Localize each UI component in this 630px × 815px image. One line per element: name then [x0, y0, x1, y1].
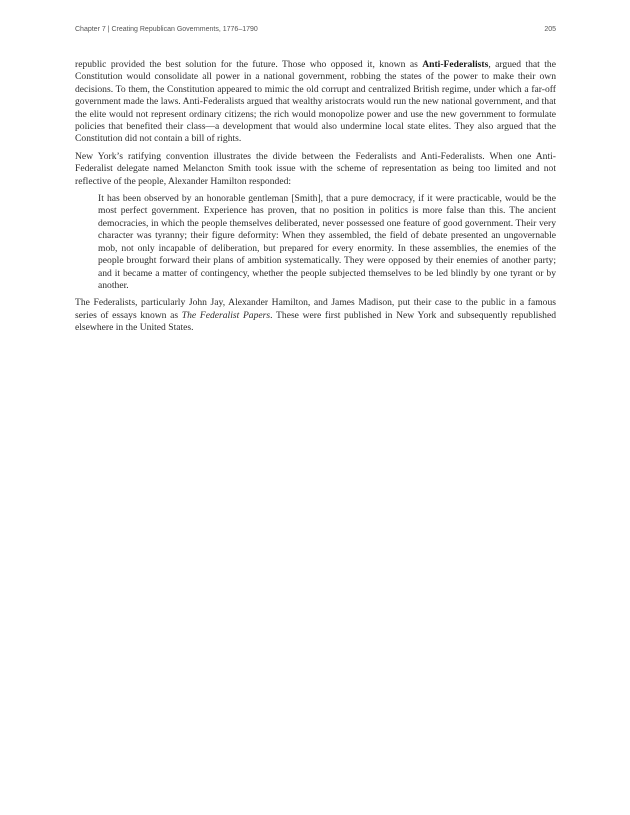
- paragraph-text: . These were first published in New York and subsequently republished elsewhere in the United States.: [75, 309, 557, 334]
- page-number: 205: [544, 26, 556, 33]
- header-separator: |: [105, 26, 112, 33]
- running-header: [75, 24, 556, 36]
- chapter-heading: [75, 24, 258, 36]
- paragraph-text: , argued that the Constitution would consolidate all power in a national government, robbing the states of the power to make their own decisions. To them, the Constitution appeared to mimic the old corrupt and centralized British regime, under which a far-off government made the laws. Anti-Federalists argued that wealthy aristocrats would run the new national government, and that the elite would not represent ordinary citizens; the rich would monopolize power and use the new government to formulate policies that benefited their class—a development that would also undermine local state elites. They also argued that the Constitution did not contain a bill of rights.: [75, 59, 556, 145]
- paragraph-federalist-papers: [75, 297, 556, 334]
- hamilton-quote: It has been observed by an honorable gentleman [Smith], that a pure democracy, if it were practicable, would be the most perfect government. Experience has proven, that no position in politics is more false than this. The ancient democracies, in which the people themselves deliberated, never possessed one feature of good government. Their very character was tyranny; their figure deformity: When they assembled, the field of debate presented an ungovernable mob, not only incapable of deliberation, but prepared for every enormity. In these assemblies, the enemies of the people brought forward their plans of ambition systematically. They were opposed by their enemies of another party; and it became a matter of contingency, whether the people subjected themselves to be led blindly by one tyrant or by another.: [98, 193, 556, 291]
- paragraph-new-york-convention: New York’s ratifying convention illustrates the divide between the Federalists and Anti-Federalists. When one Anti-Federalist delegate named Melancton Smith took issue with the scheme of representation as being too limited and not reflective of the people, Alexander Hamilton responded:: [75, 150, 556, 187]
- chapter-number: Chapter 7: [75, 26, 106, 33]
- paragraph-anti-federalists: [75, 59, 556, 146]
- book-title: The Federalist Papers: [181, 309, 271, 321]
- main-text: [75, 59, 556, 340]
- key-term: Anti-Federalists: [422, 59, 489, 70]
- paragraph-text: The Federalists, particularly John Jay, Alexander Hamilton, and James Madison, put their case to the public in a famous series of essays known as: [75, 297, 556, 321]
- paragraph-text: republic provided the best solution for the future. Those who opposed it, known as: [75, 59, 423, 70]
- chapter-title: Creating Republican Governments, 1776–1790: [111, 26, 258, 33]
